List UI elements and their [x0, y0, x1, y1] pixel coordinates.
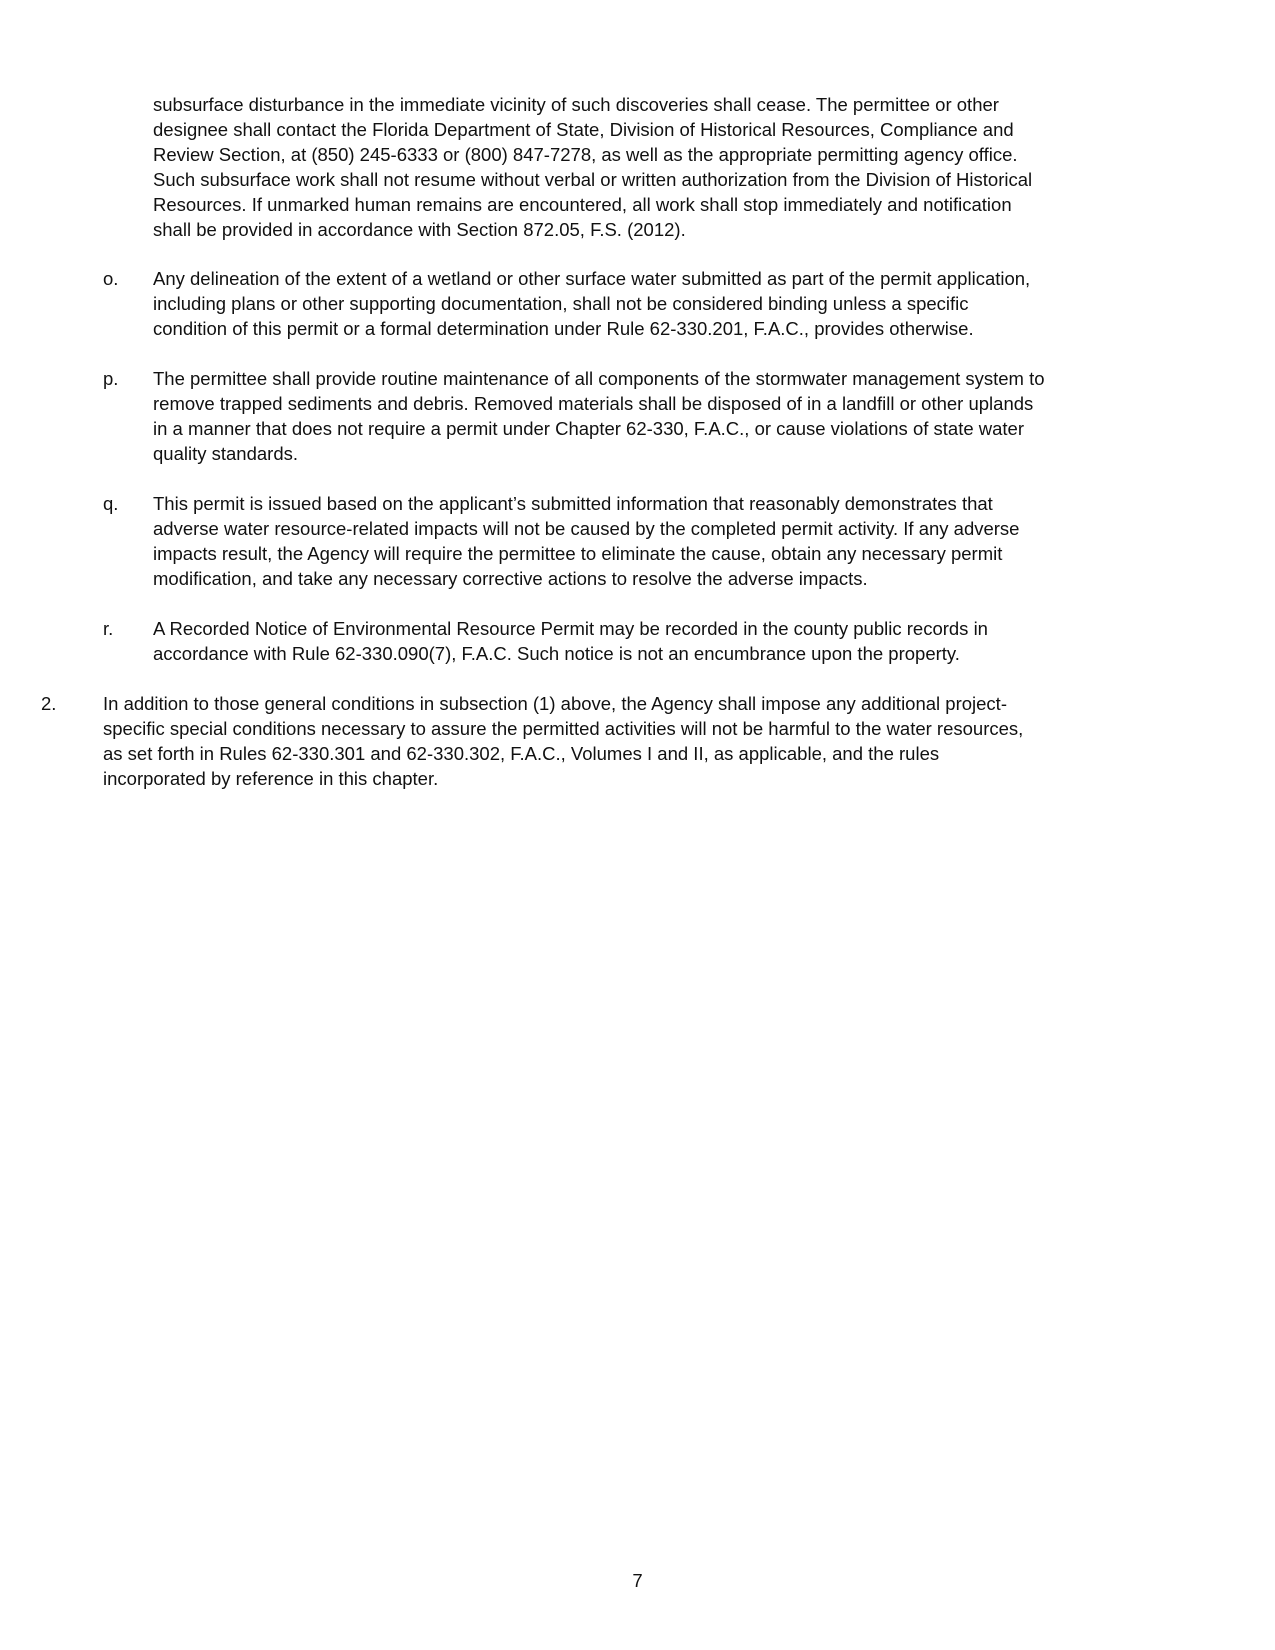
text-line: subsurface disturbance in the immediate vicinity of such discoveries shall cease. The permittee or other: [153, 94, 999, 115]
text-line: including plans or other supporting documentation, shall not be considered binding unless a specific: [153, 293, 969, 314]
text-line: impacts result, the Agency will require the permittee to eliminate the cause, obtain any necessary permit: [153, 543, 1003, 564]
item-q-paragraph: [153, 491, 1019, 591]
text-line: designee shall contact the Florida Department of State, Division of Historical Resources, Compliance and: [153, 119, 1014, 140]
text-line: A Recorded Notice of Environmental Resource Permit may be recorded in the county public records in: [153, 618, 988, 639]
text-line: This permit is issued based on the applicant’s submitted information that reasonably demonstrates that: [153, 493, 993, 514]
item-r-paragraph: [153, 616, 988, 666]
text-line: Any delineation of the extent of a wetland or other surface water submitted as part of the permit application,: [153, 268, 1031, 289]
continuation-paragraph: [153, 92, 1032, 242]
text-line: adverse water resource-related impacts will not be caused by the completed permit activity. If any adverse: [153, 518, 1020, 539]
item-marker-o: o.: [103, 268, 119, 289]
item-marker-p: p.: [103, 368, 119, 389]
text-line: The permittee shall provide routine maintenance of all components of the stormwater management system to: [153, 368, 1045, 389]
text-line: specific special conditions necessary to assure the permitted activities will not be harmful to the water resources,: [103, 718, 1024, 739]
page-number: 7: [632, 1570, 643, 1591]
text-line: In addition to those general conditions in subsection (1) above, the Agency shall impose any additional project-: [103, 693, 1007, 714]
text-line: in a manner that does not require a permit under Chapter 62-330, F.A.C., or cause violations of state water: [153, 418, 1024, 439]
text-line: Review Section, at (850) 245-6333 or (800) 847-7278, as well as the appropriate permitting agency office.: [153, 144, 1018, 165]
text-line: incorporated by reference in this chapter.: [103, 768, 439, 789]
text-line: shall be provided in accordance with Section 872.05, F.S. (2012).: [153, 219, 686, 240]
item-marker-r: r.: [103, 618, 114, 639]
text-line: modification, and take any necessary corrective actions to resolve the adverse impacts.: [153, 568, 868, 589]
item-marker-q: q.: [103, 493, 119, 514]
text-line: accordance with Rule 62-330.090(7), F.A.C. Such notice is not an encumbrance upon the property.: [153, 643, 960, 664]
section-marker-2: 2.: [41, 693, 57, 714]
text-line: as set forth in Rules 62-330.301 and 62-330.302, F.A.C., Volumes I and II, as applicable, and the rules: [103, 743, 940, 764]
section-2-paragraph: [103, 691, 1023, 791]
item-o-paragraph: [153, 266, 1030, 341]
text-line: remove trapped sediments and debris. Removed materials shall be disposed of in a landfill or other uplands: [153, 393, 1034, 414]
text-line: Such subsurface work shall not resume without verbal or written authorization from the Division of Historical: [153, 169, 1033, 190]
text-line: Resources. If unmarked human remains are encountered, all work shall stop immediately and notification: [153, 194, 1012, 215]
item-p-paragraph: [153, 366, 1045, 466]
text-line: condition of this permit or a formal determination under Rule 62-330.201, F.A.C., provides otherwise.: [153, 318, 974, 339]
text-line: quality standards.: [153, 443, 299, 464]
